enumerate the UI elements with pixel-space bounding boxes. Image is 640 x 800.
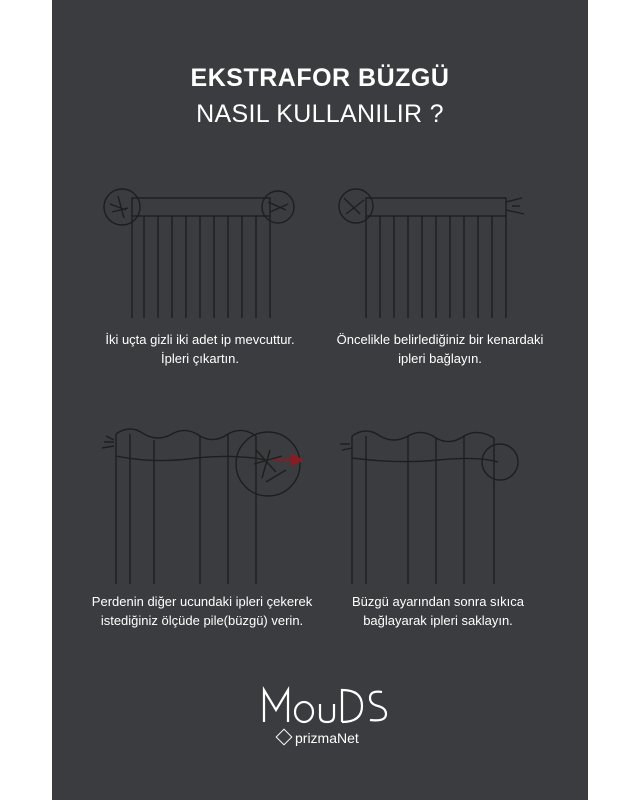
step-3-line-2: istediğiniz ölçüde pile(büzgü) verin.	[100, 613, 304, 628]
step-4-line-2: bağlayarak ipleri saklayın.	[363, 613, 513, 628]
prizmanet-logo	[278, 730, 359, 746]
prizmanet-icon	[276, 729, 293, 746]
step-3-line-1: Perdenin diğer ucundaki ipleri çekerek	[91, 594, 313, 609]
mouds-logo	[52, 682, 588, 726]
step-1-line-2: İpleri çıkartın.	[160, 351, 240, 366]
step-4-line-1: Büzgü ayarından sonra sıkıca	[352, 594, 524, 609]
step-2-line-1: Öncelikle belirlediğiniz bir kenardaki	[336, 332, 544, 347]
step-2-line-2: ipleri bağlayın.	[398, 351, 482, 366]
step-3-caption	[72, 592, 332, 630]
step-2-caption	[310, 330, 570, 368]
page-subtitle: NASIL KULLANILIR ?	[196, 100, 444, 128]
prizmanet-logo-text: prizmaNet	[295, 730, 359, 746]
step-3-illustration	[96, 420, 316, 590]
step-2-illustration	[336, 180, 546, 325]
page-title: EKSTRAFOR BÜZGÜ	[190, 64, 450, 92]
step-1-line-1: İki uçta gizli iki adet ip mevcuttur.	[105, 332, 295, 347]
step-4-illustration	[338, 420, 548, 590]
instruction-panel	[52, 0, 588, 800]
step-1-illustration	[100, 180, 310, 325]
step-1-caption	[70, 330, 330, 368]
step-4-caption	[308, 592, 568, 630]
